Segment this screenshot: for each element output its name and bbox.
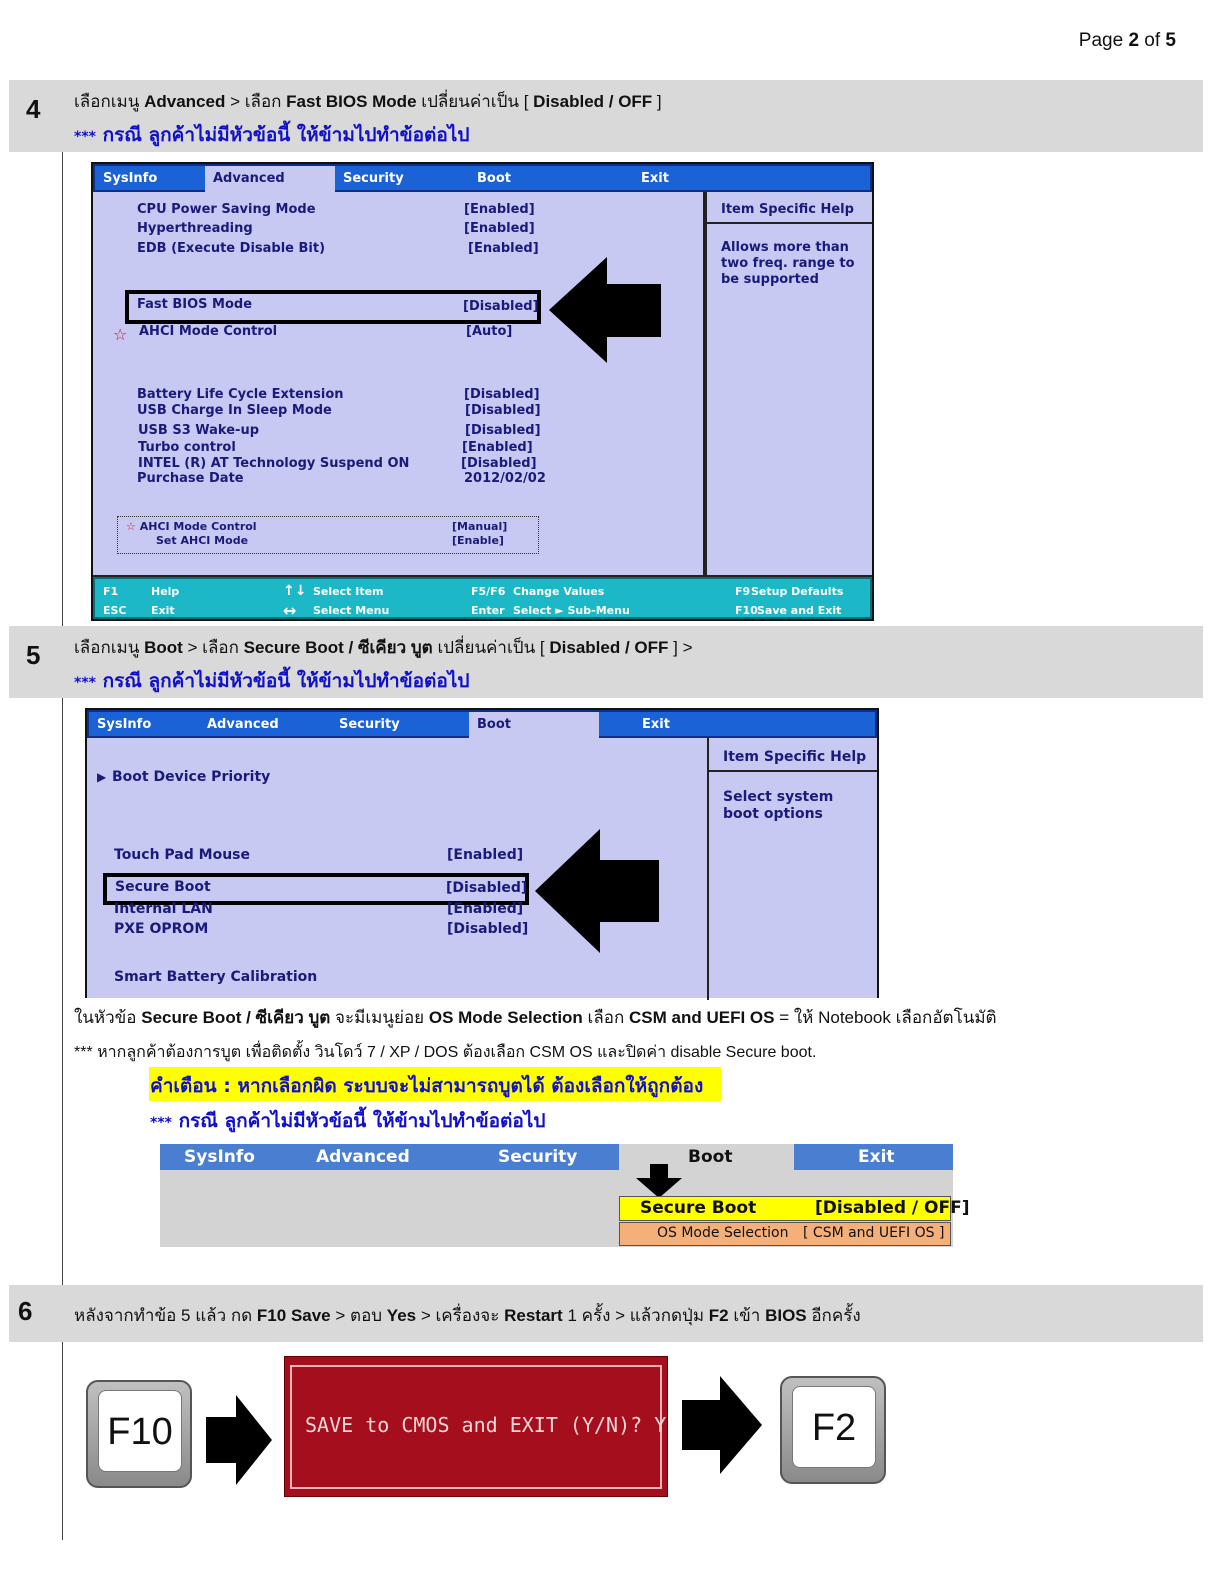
panel-divider bbox=[707, 738, 709, 1000]
setting-label: PXE OPROM bbox=[114, 921, 209, 937]
setting-label: Hyperthreading bbox=[137, 221, 253, 236]
step-number: 5 bbox=[26, 640, 41, 670]
footer-key: F9 bbox=[735, 585, 751, 598]
footer-label: Help bbox=[151, 585, 180, 598]
footer-key: F10 bbox=[735, 604, 758, 617]
setting-label: USB S3 Wake-up bbox=[138, 423, 260, 438]
footer-key: ESC bbox=[103, 604, 127, 617]
f10-key bbox=[86, 1380, 192, 1488]
tab-security[interactable]: Security bbox=[339, 717, 400, 732]
boot-device-priority[interactable]: Boot Device Priority bbox=[112, 769, 271, 785]
footer-label: Select Item bbox=[313, 585, 384, 598]
tab-exit[interactable]: Exit bbox=[642, 717, 670, 732]
help-title: Item Specific Help bbox=[723, 749, 867, 765]
footer-key: Enter bbox=[471, 604, 505, 617]
fast-bios-mode-value[interactable]: [Disabled] bbox=[463, 299, 539, 314]
tab-boot[interactable]: Boot bbox=[688, 1147, 733, 1167]
help-text: Allows more than two freq. range to be supported bbox=[721, 240, 855, 287]
setting-value[interactable]: [Enabled] bbox=[447, 901, 524, 917]
tab-sysinfo[interactable]: SysInfo bbox=[97, 717, 152, 732]
setting-value: 2012/02/02 bbox=[464, 471, 546, 486]
setting-value[interactable]: [Enabled] bbox=[464, 202, 535, 217]
footer-label: Change Values bbox=[513, 585, 605, 598]
footer-label: Setup Defaults bbox=[751, 585, 844, 598]
star-icon: ☆ bbox=[113, 325, 128, 344]
tab-sysinfo[interactable]: SysInfo bbox=[184, 1147, 255, 1167]
bios-menu-bar bbox=[160, 1144, 953, 1170]
step-number: 6 bbox=[18, 1296, 33, 1326]
footer-key: F5/F6 bbox=[471, 585, 506, 598]
sub-option-value[interactable]: [Enable] bbox=[452, 534, 504, 547]
tab-advanced[interactable]: Advanced bbox=[207, 717, 279, 732]
help-text: Select system boot options bbox=[723, 789, 834, 822]
tab-security[interactable]: Security bbox=[498, 1147, 578, 1167]
step-number: 4 bbox=[26, 94, 41, 124]
key-label: F2 bbox=[792, 1386, 876, 1468]
tab-exit[interactable]: Exit bbox=[641, 171, 669, 186]
bios-footer bbox=[93, 577, 872, 619]
setting-value[interactable]: [Disabled] bbox=[465, 403, 541, 418]
star-icon: ☆ bbox=[126, 520, 136, 533]
f2-key bbox=[780, 1376, 886, 1484]
bios-os-mode-strip bbox=[160, 1144, 970, 1247]
left-arrow-icon bbox=[549, 257, 661, 363]
setting-label: USB Charge In Sleep Mode bbox=[137, 403, 332, 418]
secure-boot-value[interactable]: [Disabled] bbox=[446, 880, 528, 896]
setting-label: Battery Life Cycle Extension bbox=[137, 387, 344, 402]
step-4-note: *** กรณี ลูกค้าไม่มีหัวข้อนี้ ให้ข้ามไปทำข้อต่อไป bbox=[74, 124, 470, 146]
up-down-arrow-icon: ↑↓ bbox=[283, 583, 307, 599]
secure-boot-value[interactable]: [Disabled / OFF] bbox=[815, 1198, 970, 1218]
bios-menu-bar bbox=[93, 164, 872, 192]
help-title: Item Specific Help bbox=[721, 202, 854, 217]
setting-value[interactable]: [Enabled] bbox=[462, 440, 533, 455]
setting-label: Internal LAN bbox=[114, 901, 213, 917]
setting-value[interactable]: [Disabled] bbox=[461, 456, 537, 471]
help-divider bbox=[709, 770, 877, 772]
sub-option-row: ☆ AHCI Mode Control bbox=[126, 520, 257, 533]
right-arrow-icon bbox=[206, 1395, 272, 1485]
setting-value[interactable]: [Disabled] bbox=[465, 423, 541, 438]
setting-value[interactable]: [Auto] bbox=[466, 324, 513, 339]
setting-label: AHCI Mode Control bbox=[139, 324, 278, 339]
left-right-arrow-icon: ↔ bbox=[283, 601, 297, 620]
save-dialog bbox=[284, 1356, 668, 1497]
secure-boot-explanation: ในหัวข้อ Secure Boot / ซีเคียว บูต จะมีเมนูย่อย OS Mode Selection เลือก CSM and UEFI OS = ให้ Notebook เลือกอัตโนมัติ bbox=[74, 1008, 997, 1027]
left-arrow-icon bbox=[535, 829, 659, 953]
step-4-instruction: เลือกเมนู Advanced > เลือก Fast BIOS Mode เปลี่ยนค่าเป็น [ Disabled / OFF ] bbox=[74, 92, 662, 111]
help-divider bbox=[707, 222, 872, 224]
setting-value[interactable]: [Enabled] bbox=[464, 221, 535, 236]
down-arrow-icon bbox=[636, 1164, 682, 1198]
tab-advanced[interactable]: Advanced bbox=[316, 1147, 410, 1167]
step-5-instruction: เลือกเมนู Boot > เลือก Secure Boot / ซีเคียว บูต เปลี่ยนค่าเป็น [ Disabled / OFF ] > bbox=[74, 638, 693, 657]
setting-label: Touch Pad Mouse bbox=[114, 847, 250, 863]
bios-screen-boot bbox=[85, 708, 879, 998]
footer-label: Select Menu bbox=[313, 604, 390, 617]
step-6-instruction: หลังจากทำข้อ 5 แล้ว กด F10 Save > ตอบ Yes > เครื่องจะ Restart 1 ครั้ง > แล้วกดปุ่ม F2 เข้า BIOS อีกครั้ง bbox=[74, 1306, 861, 1325]
setting-label: CPU Power Saving Mode bbox=[137, 202, 316, 217]
footer-label: Save and Exit bbox=[757, 604, 842, 617]
secure-boot-label: Secure Boot bbox=[640, 1198, 757, 1218]
setting-value[interactable]: [Disabled] bbox=[447, 921, 529, 937]
tab-security[interactable]: Security bbox=[343, 171, 404, 186]
secure-boot-label: Secure Boot bbox=[115, 879, 211, 895]
tab-sysinfo[interactable]: SysInfo bbox=[103, 171, 158, 186]
setting-label: EDB (Execute Disable Bit) bbox=[137, 241, 326, 256]
setting-label: Purchase Date bbox=[137, 471, 244, 486]
bios-menu-bar bbox=[87, 710, 877, 738]
right-arrow-icon bbox=[682, 1376, 762, 1474]
page-number: Page 2 of 5 bbox=[1078, 30, 1176, 51]
tab-exit[interactable]: Exit bbox=[858, 1147, 895, 1167]
bios-screen-advanced bbox=[91, 162, 874, 621]
footer-label: Select ► Sub-Menu bbox=[513, 604, 630, 617]
setting-value[interactable]: [Disabled] bbox=[464, 387, 540, 402]
tab-boot[interactable]: Boot bbox=[469, 712, 599, 740]
setting-value[interactable]: [Enabled] bbox=[447, 847, 524, 863]
step-5-note: *** กรณี ลูกค้าไม่มีหัวข้อนี้ ให้ข้ามไปทำข้อต่อไป bbox=[74, 670, 470, 692]
fast-bios-mode-label: Fast BIOS Mode bbox=[137, 297, 253, 312]
key-label: F10 bbox=[98, 1390, 182, 1472]
sub-option-label: Set AHCI Mode bbox=[156, 534, 249, 547]
warning-text: คำเตือน : หากเลือกผิด ระบบจะไม่สามารถบูตได้ ต้องเลือกให้ถูกต้อง bbox=[150, 1075, 704, 1097]
setting-label: INTEL (R) AT Technology Suspend ON bbox=[138, 456, 410, 471]
sub-option-value[interactable]: [Manual] bbox=[452, 520, 508, 533]
os-mode-label: OS Mode Selection bbox=[657, 1225, 789, 1241]
tab-advanced[interactable]: Advanced bbox=[205, 166, 335, 194]
csm-note: *** หากลูกค้าต้องการบูต เพื่อติดตั้ง วินโดว์ 7 / XP / DOS ต้องเลือก CSM OS และปิดค่า disable Secure boot. bbox=[74, 1044, 817, 1061]
tab-boot[interactable]: Boot bbox=[477, 171, 511, 186]
footer-label: Exit bbox=[151, 604, 175, 617]
step-5-note-2: *** กรณี ลูกค้าไม่มีหัวข้อนี้ ให้ข้ามไปทำข้อต่อไป bbox=[150, 1110, 546, 1132]
setting-label[interactable]: Smart Battery Calibration bbox=[114, 969, 318, 985]
os-mode-value[interactable]: [ CSM and UEFI OS ] bbox=[803, 1225, 945, 1241]
setting-label: Turbo control bbox=[138, 440, 236, 455]
setting-value[interactable]: [Enabled] bbox=[468, 241, 539, 256]
dialog-text: SAVE to CMOS and EXIT (Y/N)? Y bbox=[305, 1413, 667, 1437]
triangle-right-icon: ▶ bbox=[97, 770, 107, 784]
footer-key: F1 bbox=[103, 585, 119, 598]
